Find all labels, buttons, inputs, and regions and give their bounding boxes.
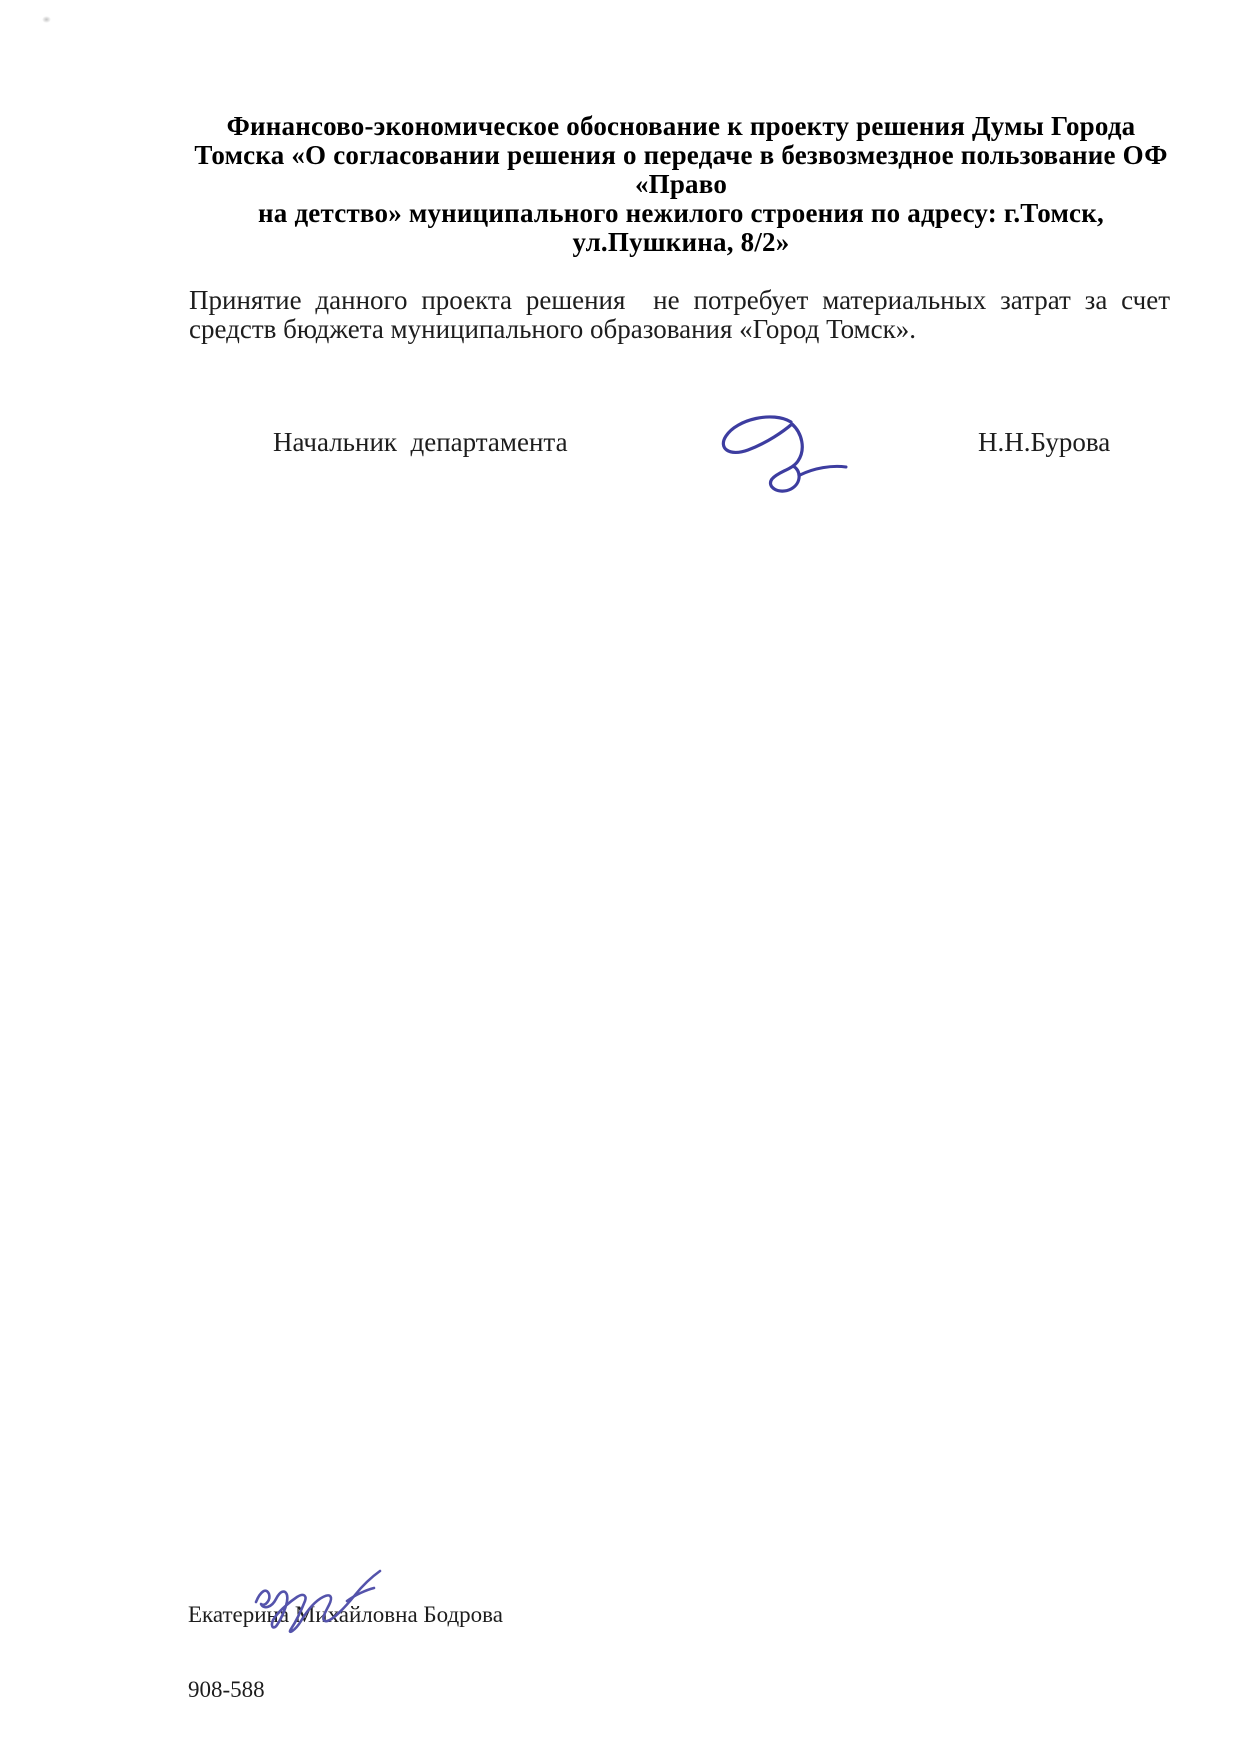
burova-signature-dash <box>800 466 846 475</box>
title-line-3: на детство» муниципального нежилого строения по адресу: г.Томск, ул.Пушкина, 8/2» <box>258 198 1104 257</box>
body-line-2: средств бюджета муниципального образования «Город Томск». <box>189 314 916 344</box>
executor-phone: 908-588 <box>188 1677 265 1702</box>
scan-artifact-speck <box>42 16 51 23</box>
body-line-1: Принятие данного проекта решения не потребует материальных затрат за счет <box>189 285 1170 315</box>
title-line-2: Томска «О согласовании решения о передаче в безвозмездное пользование ОФ «Право <box>194 140 1168 199</box>
bodrova-signature-icon <box>250 1566 390 1636</box>
body-paragraph <box>189 286 1170 344</box>
signer-position-label: Начальник департамента <box>273 427 568 457</box>
burova-signature-stroke <box>723 417 802 491</box>
signer-name: Н.Н.Бурова <box>978 427 1111 457</box>
burova-signature-icon <box>695 408 860 503</box>
title-line-1: Финансово-экономическое обоснование к проекту решения Думы Города <box>226 111 1136 141</box>
bodrova-signature-stroke <box>256 1571 380 1632</box>
document-title <box>189 112 1173 257</box>
executor-name: Екатерина Михайловна Бодрова <box>188 1602 503 1627</box>
